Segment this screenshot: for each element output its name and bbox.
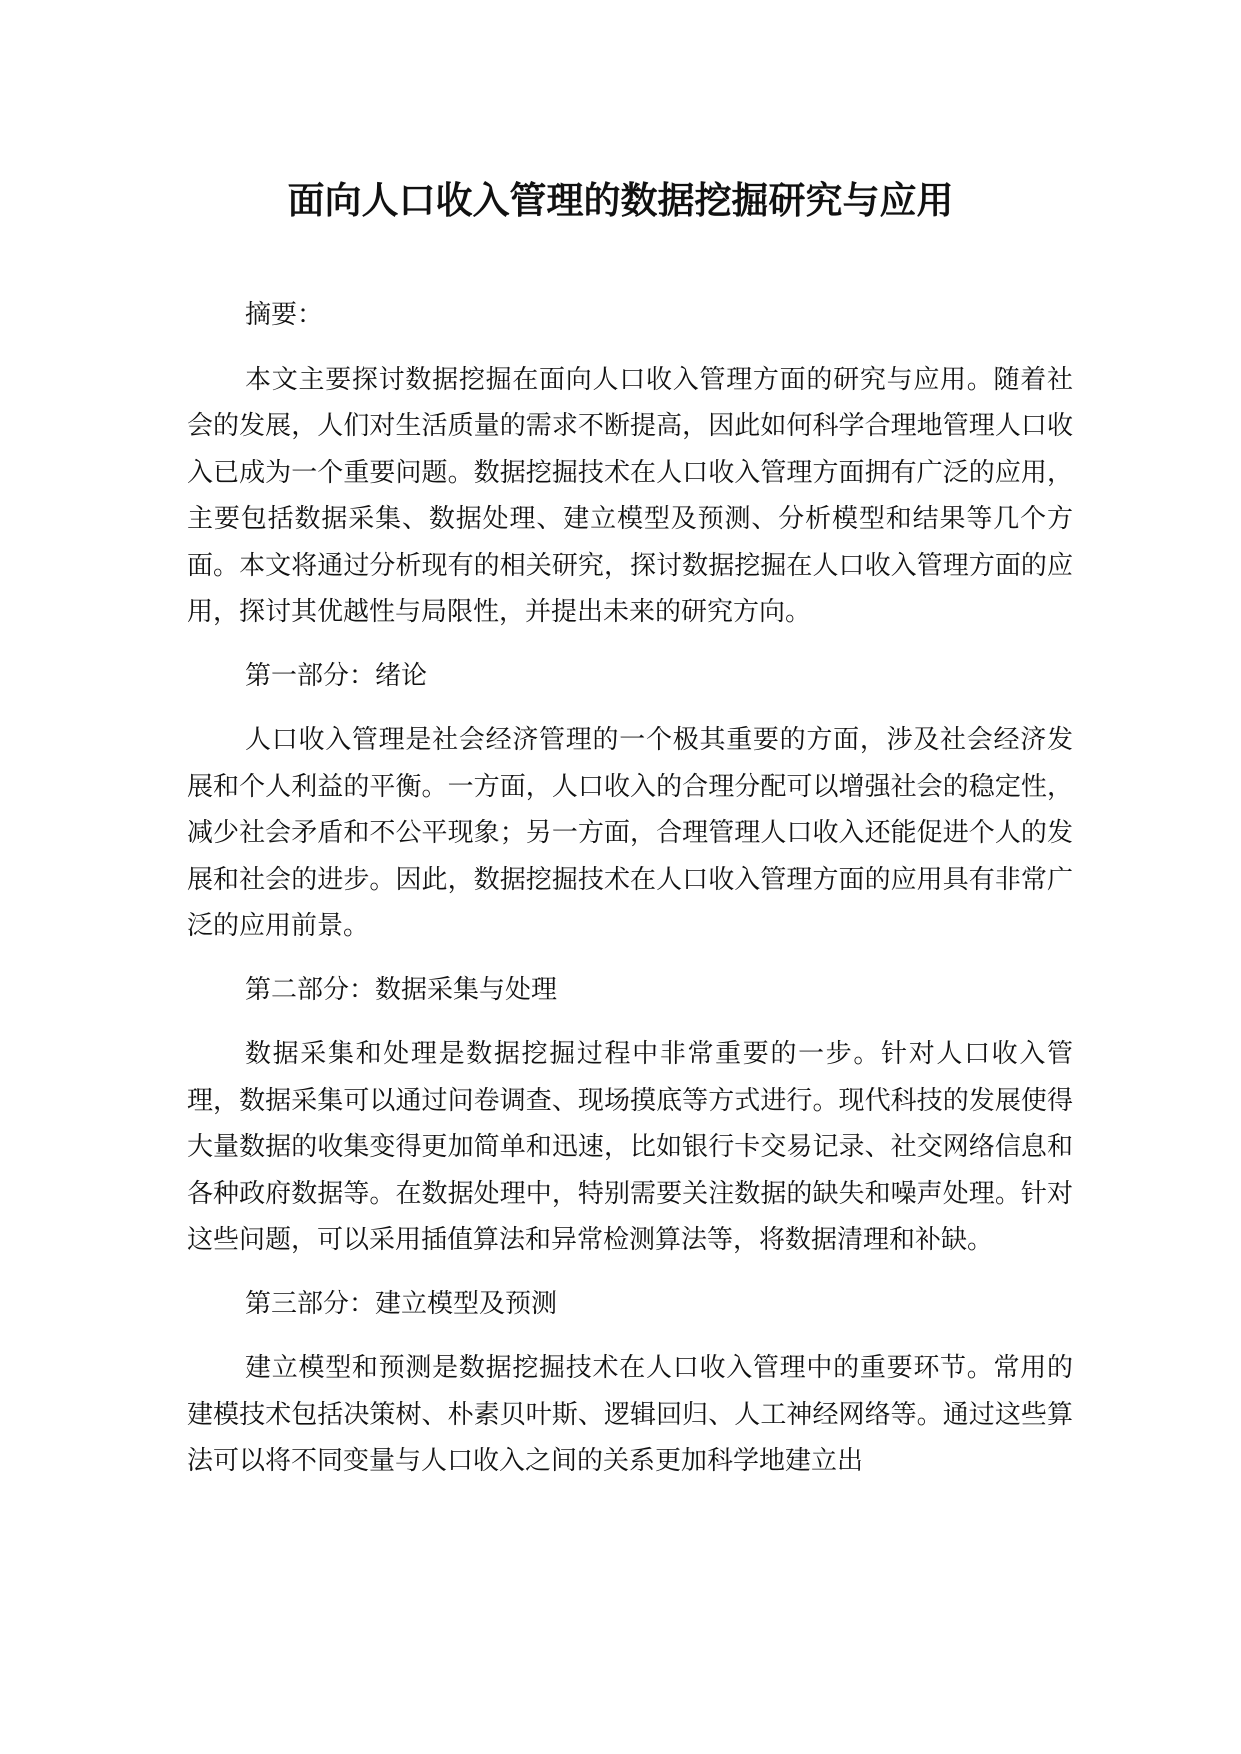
section-paragraph-part-1: 人口收入管理是社会经济管理的一个极其重要的方面，涉及社会经济发展和个人利益的平衡。一方面，人口收入的合理分配可以增强社会的稳定性，减少社会矛盾和不公平现象；另一方面，合理管理人口收入还能促进个人的发展和社会的进步。因此，数据挖掘技术在人口收入管理方面的应用具有非常广泛的应用前景。 <box>187 725 1073 941</box>
section-paragraph-part-2: 数据采集和处理是数据挖掘过程中非常重要的一步。针对人口收入管理，数据采集可以通过问卷调查、现场摸底等方式进行。现代科技的发展使得大量数据的收集变得更加简单和迅速，比如银行卡交易记录、社交网络信息和各种政府数据等。在数据处理中，特别需要关注数据的缺失和噪声处理。针对这些问题，可以采用插值算法和异常检测算法等，将数据清理和补缺。 <box>187 1039 1073 1255</box>
section-heading-part-3: 第三部分：建立模型及预测 <box>245 1288 558 1319</box>
section-paragraph-part-3: 建立模型和预测是数据挖掘技术在人口收入管理中的重要环节。常用的建模技术包括决策树、朴素贝叶斯、逻辑回归、人工神经网络等。通过这些算法可以将不同变量与人口收入之间的关系更加科学地建立出 <box>187 1353 1073 1476</box>
abstract-heading: 摘要： <box>245 300 324 330</box>
document-body <box>187 292 1073 1502</box>
section-heading-part-1: 第一部分：绪论 <box>245 660 428 691</box>
section-heading-part-2: 第二部分：数据采集与处理 <box>245 974 558 1005</box>
document-title: 面向人口收入管理的数据挖掘研究与应用 <box>287 179 954 222</box>
abstract-paragraph: 本文主要探讨数据挖掘在面向人口收入管理方面的研究与应用。随着社会的发展，人们对生活质量的需求不断提高，因此如何科学合理地管理人口收入已成为一个重要问题。数据挖掘技术在人口收入管理方面拥有广泛的应用，主要包括数据采集、数据处理、建立模型及预测、分析模型和结果等几个方面。本文将通过分析现有的相关研究，探讨数据挖掘在人口收入管理方面的应用，探讨其优越性与局限性，并提出未来的研究方向。 <box>187 364 1073 627</box>
